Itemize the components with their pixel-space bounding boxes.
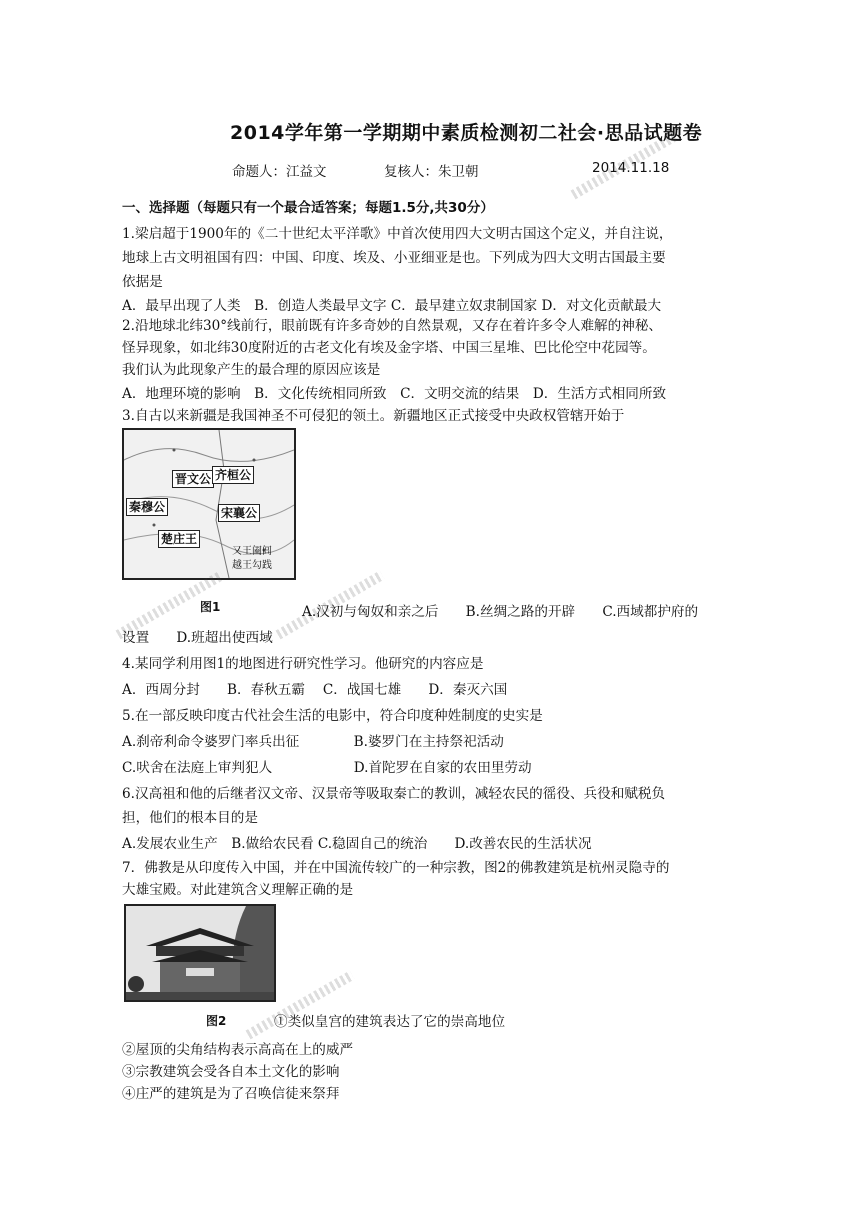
text-line: A.发展农业生产 B.做给农民看 C.稳固自己的统治 D.改善农民的生活状况 xyxy=(122,836,592,852)
figure-1-map xyxy=(122,428,296,580)
date-label: 2014.11.18 xyxy=(592,160,670,176)
text-line: 6.汉高祖和他的后继者汉文帝、汉景帝等吸取秦亡的教训，减轻农民的徭役、兵役和赋税负 xyxy=(122,786,666,802)
text-line: A．西周分封 B．春秋五霸 C．战国七雄 D．秦灭六国 xyxy=(122,682,508,698)
map-label: 晋文公 xyxy=(172,470,214,488)
text-line: 5.在一部反映印度古代社会生活的电影中，符合印度种姓制度的史实是 xyxy=(122,708,543,724)
section-heading: 一、选择题（每题只有一个最合适答案；每题1.5分,共30分） xyxy=(122,200,494,216)
text-line: A.汉初与匈奴和亲之后 B.丝绸之路的开辟 C.西域都护府的 xyxy=(302,604,699,620)
map-note: 越王勾践 xyxy=(232,560,272,571)
text-line: 担，他们的根本目的是 xyxy=(122,810,258,826)
figure-2-caption: 图2 xyxy=(206,1014,227,1028)
text-line: A.刹帝利命令婆罗门率兵出征 B.婆罗门在主持祭祀活动 xyxy=(122,734,504,750)
text-line: A．地理环境的影响 B．文化传统相同所致 C．文明交流的结果 D．生活方式相同所致 xyxy=(122,386,667,402)
text-line: 1.梁启超于1900年的《二十世纪太平洋歌》中首次使用四大文明古国这个定义，并自注说， xyxy=(122,226,673,242)
author-label: 命题人：江益文 xyxy=(232,164,327,180)
text-line: 7．佛教是从印度传入中国，并在中国流传较广的一种宗教，图2的佛教建筑是杭州灵隐寺的 xyxy=(122,860,670,876)
map-label: 齐桓公 xyxy=(212,466,254,484)
text-line: ③宗教建筑会受各自本土文化的影响 xyxy=(122,1064,340,1080)
text-line: ④庄严的建筑是为了召唤信徒来祭拜 xyxy=(122,1086,340,1102)
exam-title: 2014学年第一学期期中素质检测初二社会·思品试题卷 xyxy=(230,122,703,144)
text-line: 设置 D.班超出使西域 xyxy=(122,630,273,646)
text-line: 4.某同学利用图1的地图进行研究性学习。他研究的内容应是 xyxy=(122,656,484,672)
map-label: 宋襄公 xyxy=(218,504,260,522)
text-line: ②屋顶的尖角结构表示高高在上的威严 xyxy=(122,1042,354,1058)
reviewer-label: 复核人：朱卫朝 xyxy=(384,164,479,180)
temple-illustration xyxy=(126,906,274,1000)
figure-1-caption: 图1 xyxy=(200,600,221,614)
map-label: 秦穆公 xyxy=(126,498,168,516)
text-line: 依据是 xyxy=(122,274,163,290)
text-line: 2.沿地球北纬30°线前行，眼前既有许多奇妙的自然景观，又存在着许多令人难解的神秘、 xyxy=(122,318,663,334)
text-line: 大雄宝殿。对此建筑含义理解正确的是 xyxy=(122,882,354,898)
map-label: 楚庄王 xyxy=(158,530,200,548)
text-line: C.吠舍在法庭上审判犯人 D.首陀罗在自家的农田里劳动 xyxy=(122,760,532,776)
text-line: ①类似皇宫的建筑表达了它的崇高地位 xyxy=(274,1014,506,1030)
text-line: 我们认为此现象产生的最合理的原因应该是 xyxy=(122,362,381,378)
figure-2-photo xyxy=(124,904,276,1002)
text-line: A．最早出现了人类 B．创造人类最早文字 C．最早建立奴隶制国家 D．对文化贡献最大 xyxy=(122,298,662,314)
text-line: 3.自古以来新疆是我国神圣不可侵犯的领土。新疆地区正式接受中央政权管辖开始于 xyxy=(122,408,625,424)
text-line: 地球上古文明祖国有四：中国、印度、埃及、小亚细亚是也。下列成为四大文明古国最主要 xyxy=(122,250,666,266)
map-note: 又王阖闾 xyxy=(232,546,272,557)
text-line: 怪异现象，如北纬30度附近的古老文化有埃及金字塔、中国三星堆、巴比伦空中花园等。 xyxy=(122,340,656,356)
